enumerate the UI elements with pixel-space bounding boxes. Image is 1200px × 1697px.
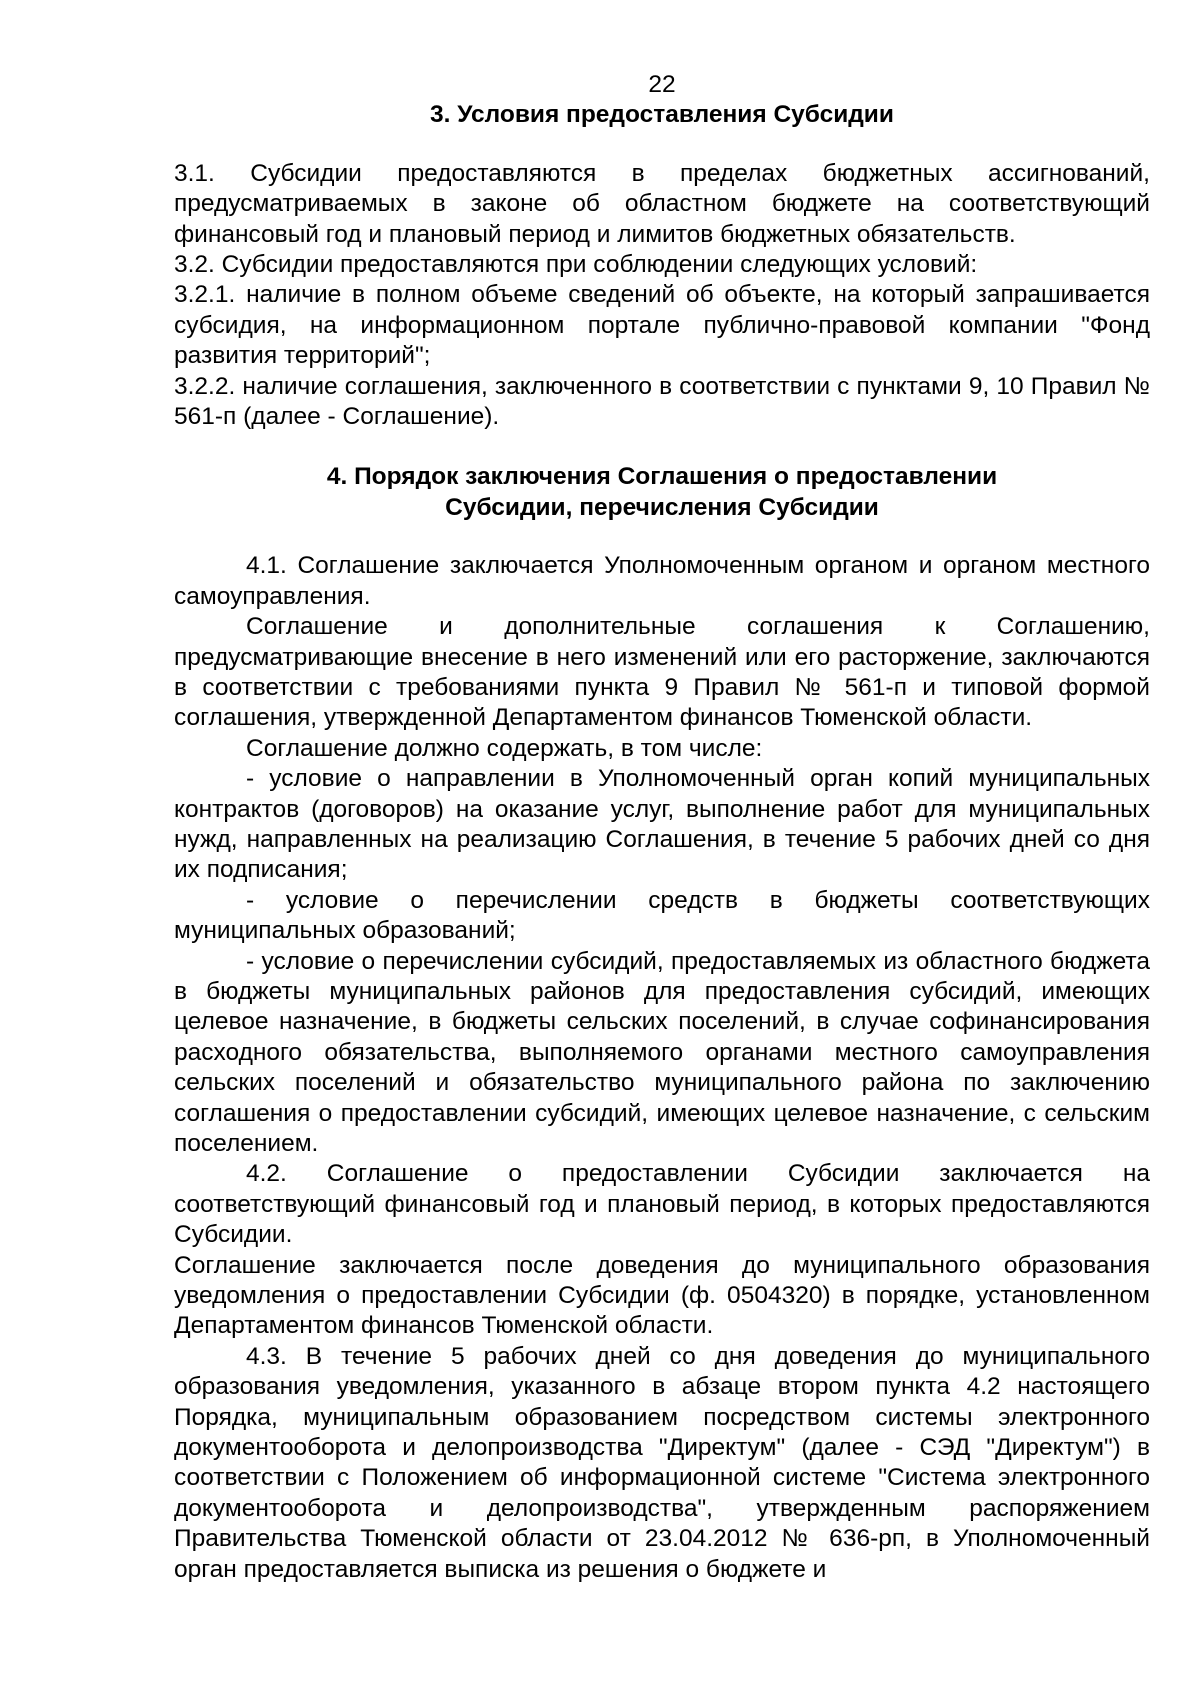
list-item-transfer-subsidies: - условие о перечислении субсидий, предоставляемых из областного бюджета в бюджеты муниципальных районов для предоставления субсидий, имеющих целевое назначение, в бюджеты сельских поселений, в случае софинансирования расходного обязательства, выполняемого органами местного самоуправления сельских поселений и обязательство муниципального района по заключению соглашения о предоставлении субсидий, имеющих целевое назначение, с сельским поселением.: [174, 947, 1150, 1157]
paragraph-3-2-2: 3.2.2. наличие соглашения, заключенного в соответствии с пунктами 9, 10 Правил № 561-п (далее - Соглашение).: [174, 372, 1150, 431]
spacer: [174, 432, 1150, 462]
paragraph-3-1: 3.1. Субсидии предоставляются в пределах бюджетных ассигнований, предусматриваемых в законе об областном бюджете на соответствующий финансовый год и плановый период и лимитов бюджетных обязательств.: [174, 159, 1150, 248]
page-number: 22: [648, 71, 676, 98]
paragraph-4-1-contents: Соглашение должно содержать, в том числе:: [246, 734, 763, 762]
spacer: [174, 131, 1150, 159]
section-3-heading: 3. Условия предоставления Субсидии: [430, 101, 894, 129]
paragraph-3-2-1: 3.2.1. наличие в полном объеме сведений об объекте, на который запрашивается субсидия, на информационном портале публично-правовой компании "Фонд развития территорий";: [174, 281, 1150, 370]
section-4-heading-line1: 4. Порядок заключения Соглашения о предоставлении: [326, 463, 998, 491]
paragraph-3-2: 3.2. Субсидии предоставляются при соблюдении следующих условий:: [174, 251, 978, 279]
document-page: [174, 70, 1150, 1585]
section-4-heading-line2: Субсидии, перечисления Субсидии: [445, 493, 879, 521]
paragraph-4-1: 4.1. Соглашение заключается Уполномоченным органом и органом местного самоуправления.: [174, 552, 1150, 610]
paragraph-4-1-agreements: Соглашение и дополнительные соглашения к Соглашению, предусматривающие внесение в него изменений или его расторжение, заключаются в соответствии с требованиями пункта 9 Правил № 561-п и типовой формой соглашения, утвержденной Департаментом финансов Тюменской области.: [174, 613, 1150, 732]
paragraph-4-3: 4.3. В течение 5 рабочих дней со дня доведения до муниципального образования уведомления, указанного в абзаце втором пункта 4.2 настоящего Порядка, муниципальным образованием посредством системы электронного документооборота и делопроизводства "Директум" (далее - СЭД "Директум") в соответствии с Положением об информационной системе "Система электронного документооборота и делопроизводства", утвержденным распоряжением Правительства Тюменской области от 23.04.2012 № 636-рп, в Уполномоченный орган предоставляется выписка из решения о бюджете и: [174, 1342, 1150, 1583]
paragraph-4-2: 4.2. Соглашение о предоставлении Субсидии заключается на соответствующий финансовый год и плановый период, в которых предоставляются Субсидии.: [174, 1160, 1150, 1249]
list-item-transfer-funds: - условие о перечислении средств в бюджеты соответствующих муниципальных образований;: [174, 886, 1150, 945]
paragraph-4-2-notification: Соглашение заключается после доведения до муниципального образования уведомления о предоставлении Субсидии (ф. 0504320) в порядке, установленном Департаментом финансов Тюменской области.: [174, 1251, 1150, 1340]
list-item-contracts: - условие о направлении в Уполномоченный орган копий муниципальных контрактов (договоров) на оказание услуг, выполнение работ для муниципальных нужд, направленных на реализацию Соглашения, в течение 5 рабочих дней со дня их подписания;: [174, 765, 1150, 884]
spacer: [174, 523, 1150, 551]
